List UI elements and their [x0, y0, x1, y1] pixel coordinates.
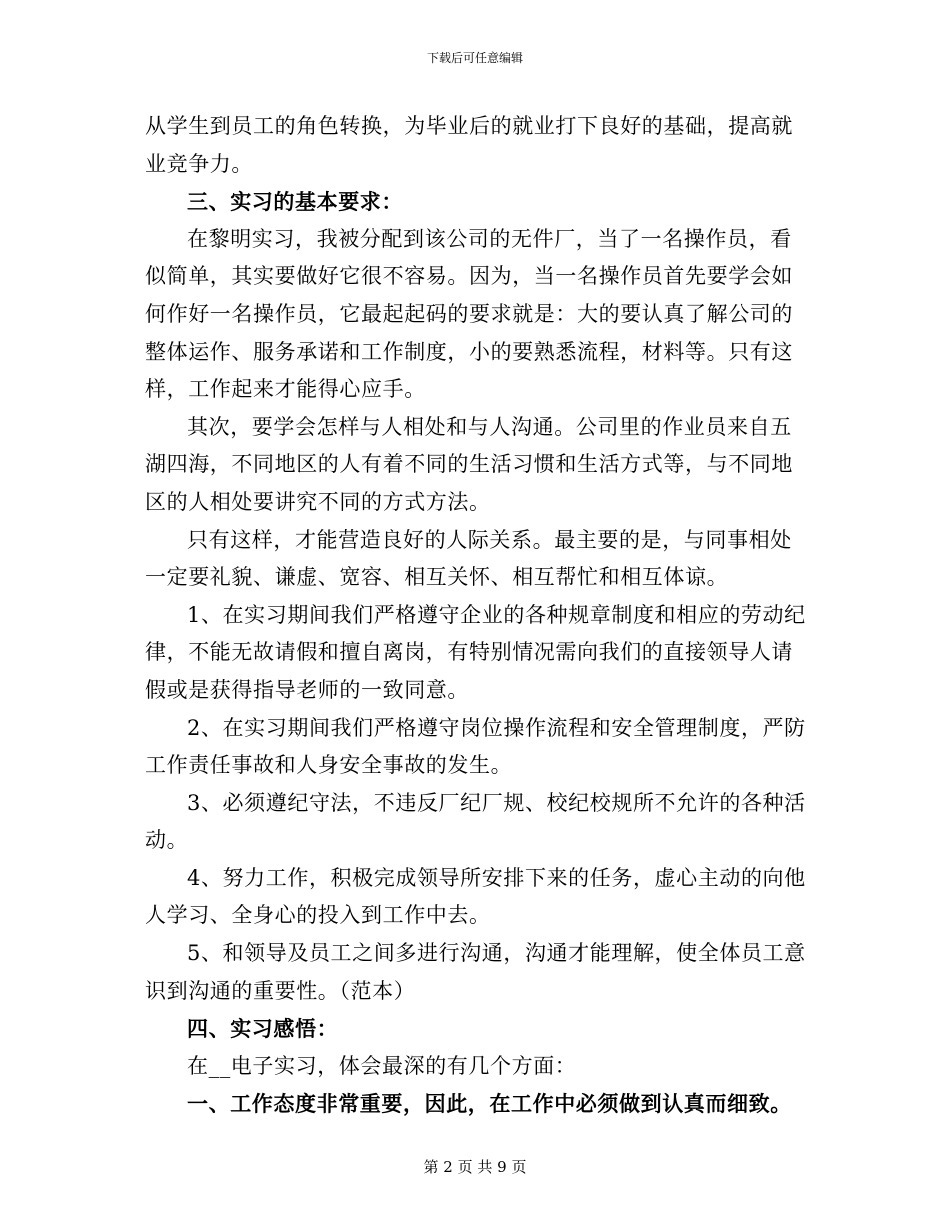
rule-item-5: 5、和领导及员工之间多进行沟通，沟通才能理解，使全体员工意识到沟通的重要性。（范本）	[145, 941, 806, 1003]
rule-item-3: 3、必须遵纪守法，不违反厂纪厂规、校纪校规所不允许的各种活动。	[145, 790, 806, 853]
rule-item-4: 4、努力工作，积极完成领导所安排下来的任务，虚心主动的向他人学习、全身心的投入到工作中去。	[145, 865, 806, 928]
paragraph-operator-role: 在黎明实习，我被分配到该公司的无件厂，当了一名操作员，看似简单，其实要做好它很不容易。因为，当一名操作员首先要学会如何作好一名操作员，它最起起码的要求就是：大的要认真了解公司的整体运作、服务承诺和工作制度，小的要熟悉流程，材料等。只有这样，工作起来才能得心应手。	[145, 226, 793, 402]
subheading-work-attitude: 一、工作态度非常重要，因此，在工作中必须做到认真而细致。	[187, 1091, 792, 1117]
page-header-note: 下载后可任意编辑	[426, 51, 523, 65]
rule-item-1: 1、在实习期间我们严格遵守企业的各种规章制度和相应的劳动纪律，不能无故请假和擅自离岗，有特别情况需向我们的直接领导人请假或是获得指导老师的一致同意。	[145, 602, 806, 702]
paragraph-reflections-intro: 在__电子实习，体会最深的有几个方面：	[187, 1053, 577, 1078]
paragraph-communication: 其次，要学会怎样与人相处和与人沟通。公司里的作业员来自五湖四海，不同地区的人有着不同的生活习惯和生活方式等，与不同地区的人相处要讲究不同的方式方法。	[145, 414, 793, 514]
rule-item-2: 2、在实习期间我们严格遵守岗位操作流程和安全管理制度，严防工作责任事故和人身安全事故的发生。	[145, 715, 806, 778]
section-heading-requirements: 三、实习的基本要求：	[187, 189, 403, 215]
paragraph-continuation: 从学生到员工的角色转换，为毕业后的就业打下良好的基础，提高就业竞争力。	[145, 114, 793, 176]
document-body	[145, 108, 807, 1123]
paragraph-relationships: 只有这样，才能营造良好的人际关系。最主要的是，与同事相处一定要礼貌、谦虚、宽容、相互关怀、相互帮忙和相互体谅。	[145, 527, 792, 590]
page-number: 第 2 页 共 9 页	[423, 1158, 527, 1176]
section-heading-reflections: 四、实习感悟：	[187, 1016, 339, 1042]
